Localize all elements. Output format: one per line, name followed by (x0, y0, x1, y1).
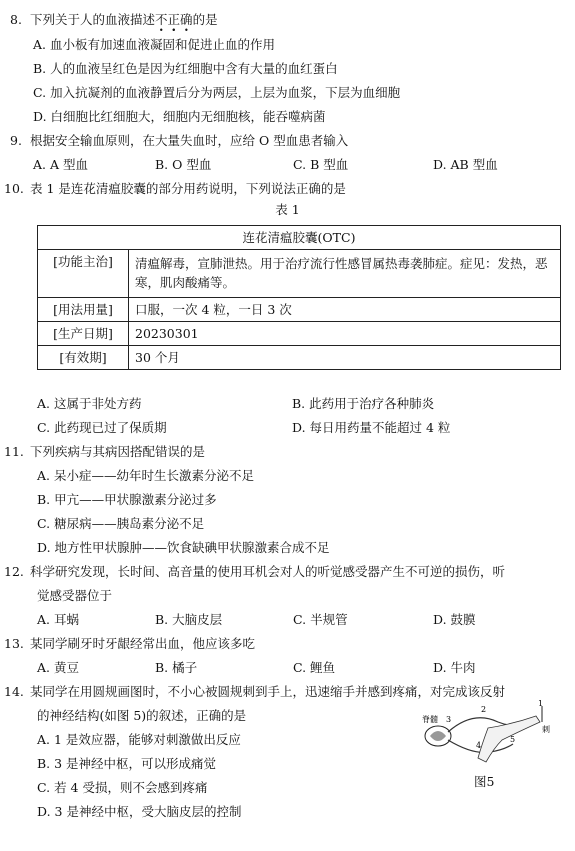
table-row-label: [有效期] (38, 345, 129, 369)
drug-info-table (37, 225, 561, 370)
table-row-value: 20230301 (129, 321, 561, 345)
q11-option-c: C. 糖尿病——胰岛素分泌不足 (37, 516, 205, 531)
q11-option-a: A. 呆小症——幼年时生长激素分泌不足 (37, 468, 254, 483)
q9-option-d: D. AB 型血 (433, 157, 498, 172)
gray-matter-shape (430, 731, 446, 741)
figure-label-1: 1 (538, 700, 544, 708)
figure-label-spine: 脊髓 (422, 715, 438, 724)
q12-option-b: B. 大脑皮层 (155, 612, 223, 627)
q12-option-a: A. 耳蜗 (37, 612, 79, 627)
figure-label-4: 4 (476, 741, 482, 750)
q13-stem: 13. 某同学刷牙时牙龈经常出血，他应该多吃 (4, 636, 256, 651)
q13-option-c: C. 鲤鱼 (293, 660, 336, 675)
q14-stem-cont: 的神经结构(如图 5)的叙述，正确的是 (37, 708, 247, 723)
q14-option-d: D. 3 是神经中枢，受大脑皮层的控制 (37, 804, 242, 819)
q12-option-d: D. 鼓膜 (433, 612, 476, 627)
q12-stem-cont: 觉感受器位于 (37, 588, 113, 603)
q14-option-b: B. 3 是神经中枢，可以形成痛觉 (37, 756, 217, 771)
figure-label-5: 5 (510, 735, 516, 744)
figure-label-2: 2 (481, 705, 487, 714)
figure-caption: 图5 (474, 774, 495, 789)
q10-option-a: A. 这属于非处方药 (37, 396, 142, 411)
q11-option-b: B. 甲亢——甲状腺激素分泌过多 (37, 492, 217, 507)
q8-option-a: A. 血小板有加速血液凝固和促进止血的作用 (33, 37, 275, 52)
q13-option-d: D. 牛肉 (433, 660, 476, 675)
table-row-value: 清瘟解毒，宣肺泄热。用于治疗流行性感冒属热毒袭肺症。症见：发热，恶寒，肌肉酸痛等。 (129, 250, 561, 298)
q10-option-d: D. 每日用药量不能超过 4 粒 (292, 420, 451, 435)
q12-stem: 12. 科学研究发现，长时间、高音量的使用耳机会对人的听觉感受器产生不可逆的损伤，听 (4, 564, 506, 579)
q12-option-c: C. 半规管 (293, 612, 348, 627)
q10-option-c: C. 此药现已过了保质期 (37, 420, 167, 435)
q11-stem: 11. 下列疾病与其病因搭配错误的是 (4, 444, 206, 459)
q11-option-d: D. 地方性甲状腺肿——饮食缺碘甲状腺激素合成不足 (37, 540, 330, 555)
q8-option-c: C. 加入抗凝剂的血液静置后分为两层，上层为血浆，下层为血细胞 (33, 85, 401, 100)
q13-option-a: A. 黄豆 (37, 660, 79, 675)
q14-option-a: A. 1 是效应器，能够对刺激做出反应 (37, 732, 241, 747)
q9-option-c: C. B 型血 (293, 157, 349, 172)
q14-option-c: C. 若 4 受损，则不会感到疼痛 (37, 780, 208, 795)
q8-option-b: B. 人的血液呈红色是因为红细胞中含有大量的血红蛋白 (33, 61, 338, 76)
table-row-value: 30 个月 (129, 345, 561, 369)
table-header: 连花清瘟胶囊(OTC) (38, 226, 561, 250)
q9-stem: 9. 根据安全输血原则，在大量失血时，应给 O 型血患者输入 (10, 133, 349, 148)
table-row-label: [功能主治] (38, 250, 129, 298)
q9-option-b: B. O 型血 (155, 157, 212, 172)
q10-stem: 10. 表 1 是连花清瘟胶囊的部分用药说明，下列说法正确的是 (4, 181, 346, 196)
reflex-arc-figure (418, 700, 553, 780)
q8-stem: 8. 下列关于人的血液描述不正确的是 (10, 12, 218, 27)
arm-shape (478, 716, 540, 762)
table-title: 表 1 (275, 202, 300, 217)
figure-label-3: 3 (446, 715, 452, 724)
figure-label-stimulus: 刺 (542, 725, 550, 734)
emphasis-text: 不正确 (155, 12, 193, 27)
q13-option-b: B. 橘子 (155, 660, 198, 675)
table-row-label: [用法用量] (38, 297, 129, 321)
table-row-label: [生产日期] (38, 321, 129, 345)
table-row-value: 口服，一次 4 粒，一日 3 次 (129, 297, 561, 321)
q8-option-d: D. 白细胞比红细胞大，细胞内无细胞核，能吞噬病菌 (33, 109, 326, 124)
q10-option-b: B. 此药用于治疗各种肺炎 (292, 396, 435, 411)
q14-stem: 14. 某同学在用圆规画图时，不小心被圆规刺到手上，迅速缩手并感到疼痛，对完成该反射 (4, 684, 506, 699)
q9-option-a: A. A 型血 (33, 157, 88, 172)
